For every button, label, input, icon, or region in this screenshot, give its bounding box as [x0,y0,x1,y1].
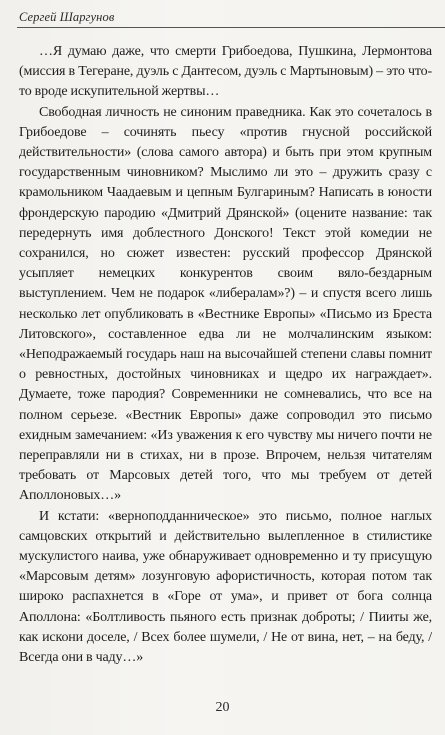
paragraph-1: …Я думаю даже, что смерти Грибоедова, Пушкина, Лермонтова (миссия в Тегеране, дуэль с Дантесом, дуэль с Мартыновым) – это что-то вроде искупительной жертвы… [19,44,432,100]
header-rule [17,27,445,28]
running-header-author: Сергей Шаргунов [19,10,115,24]
paragraph-3: И кстати: «верноподданническое» это письмо, полное наглых самцовских открытий и действительно вылепленное в стилистике мускулистого наива, уже обнаруживает одновременно и ту присущую «Марсовым детям» лозунговую афористичность, которая потом так широко распахнется в «Горе от ума», и привет от бога солнца Аполлона: «Болтливость пьяного есть признак доброты; / Пииты же, как искони доселе, / Всех более шумели, / Не от вина, нет, – на беду, / Всегда они в чаду…» [19,508,432,666]
paragraph-2: Свободная личность не синоним праведника. Как это сочеталось в Грибоедове – сочинять пьесу «против гнусной российской действительности» (слова самого автора) и быть при этом крупным государственным чиновником? Мыслимо ли это – дружить сразу с крамольником Чаадаевым и цепным Булгариным? Написать в юности фрондерскую пародию «Дмитрий Дрянской» (оцените название: так передернуть имя доблестного Донского! Текст этой комедии не сохранился, но сюжет известен: русский профессор Дрянской усыпляет немецких конкурентов своим вяло-бездарным выступлением. Чем не подарок «либералам»?) – и спустя всего лишь несколько лет опубликовать в «Вестнике Европы» «Письмо из Бреста Литовского», составленное едва ли не молчалинским языком: «Неподражаемый государь наш на высочайшей степени славы помнит о ревностных, достойных чиновниках и щедро их награждает». Думаете, тоже пародия? Современники не сомневались, что все на полном серьезе. «Вестник Европы» даже сопроводил это письмо ехидным замечанием: «Из уважения к его чувству мы ничего почти не переправляли ни в стихах, ни в прозе. Впрочем, нельзя читателям требовать от Марсовых детей того, что мы требуем от детей Аполлоновых…» [19,104,432,504]
body-text [19,42,432,668]
page-number: 20 [215,700,230,715]
